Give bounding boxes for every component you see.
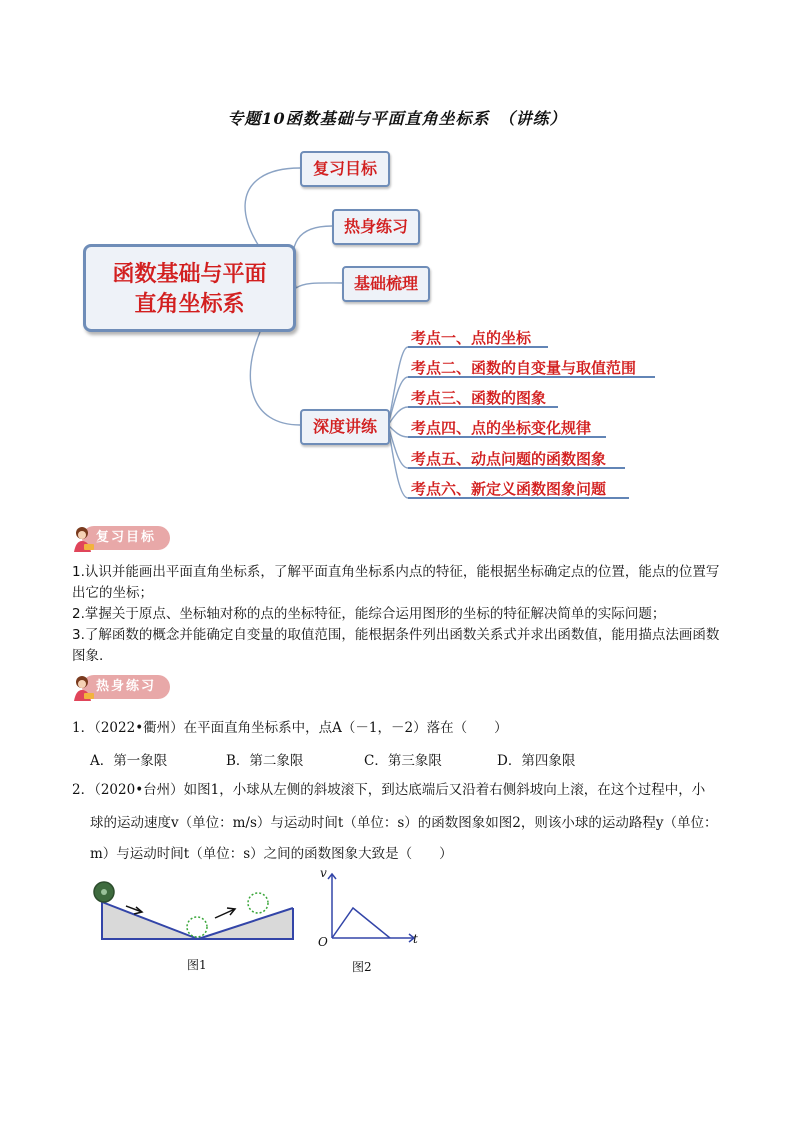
- kaodian-3: 考点三、函数的图象: [411, 389, 547, 407]
- central-line-1: 函数基础与平面: [112, 262, 267, 287]
- branch-review-goals: 复习目标: [300, 151, 390, 187]
- branch-basics: 基础梳理: [342, 266, 430, 302]
- figure-1-slopes: [90, 876, 300, 946]
- kaodian-4: 考点四、点的坐标变化规律: [411, 419, 592, 437]
- figure-1-caption: 图1: [187, 958, 207, 972]
- girl-icon: [70, 524, 96, 554]
- warmup-label: 热身练习: [82, 675, 170, 699]
- origin-label: O: [318, 935, 328, 949]
- central-line-2: 直角坐标系: [134, 292, 245, 317]
- q1-option-d: D．第四象限: [497, 753, 576, 769]
- axis-v-label: v: [320, 866, 327, 880]
- q1-option-b: B．第二象限: [226, 753, 304, 769]
- branch-deep-practice: 深度讲练: [300, 409, 390, 445]
- kaodian-6: 考点六、新定义函数图象问题: [411, 480, 607, 498]
- question-2-line-1: 2．（2020•台州）如图1，小球从左侧的斜坡滚下，到达底端后又沿着右侧斜坡向上滚，在这个过程中，小: [72, 782, 706, 798]
- q1-option-c: C．第三象限: [364, 753, 442, 769]
- figure-2-caption: 图2: [352, 960, 372, 974]
- review-goals-label: 复习目标: [82, 526, 170, 550]
- kaodian-2: 考点二、函数的自变量与取值范围: [411, 359, 637, 377]
- page-title: 专题10函数基础与平面直角坐标系 （讲练）: [227, 109, 567, 128]
- question-2-line-3: m）与运动时间t（单位：s）之间的函数图象大致是（ ）: [90, 846, 453, 862]
- goal-1: 1.认识并能画出平面直角坐标系，了解平面直角坐标系内点的特征，能根据坐标确定点的位置，能点的位置写出它的坐标；: [72, 564, 720, 601]
- warmup-badge: [70, 673, 180, 701]
- kaodian-5: 考点五、动点问题的函数图象: [411, 450, 607, 468]
- question-1-stem: 1．（2022•衢州）在平面直角坐标系中，点A（－1，－2）落在（ ）: [72, 720, 508, 736]
- goal-3: 3.了解函数的概念并能确定自变量的取值范围，能根据条件列出函数关系式并求出函数值，能用描点法画函数图象.: [72, 627, 720, 664]
- goal-2: 2.掌握关于原点、坐标轴对称的点的坐标特征，能综合运用图形的坐标的特征解决简单的实际问题；: [72, 606, 666, 622]
- question-2-line-2: 球的运动速度v（单位：m/s）与运动时间t（单位：s）的函数图象如图2，则该小球的运动路程y（单位：: [90, 815, 718, 831]
- mindmap-central-node: [83, 244, 296, 332]
- girl-icon: [70, 673, 96, 703]
- axis-t-label: t: [413, 932, 418, 946]
- q1-option-a: A．第一象限: [90, 753, 168, 769]
- review-goals-badge: [70, 524, 180, 552]
- figure-2-graph: [316, 866, 426, 952]
- kaodian-1: 考点一、点的坐标: [411, 329, 532, 347]
- branch-warmup: 热身练习: [332, 209, 420, 245]
